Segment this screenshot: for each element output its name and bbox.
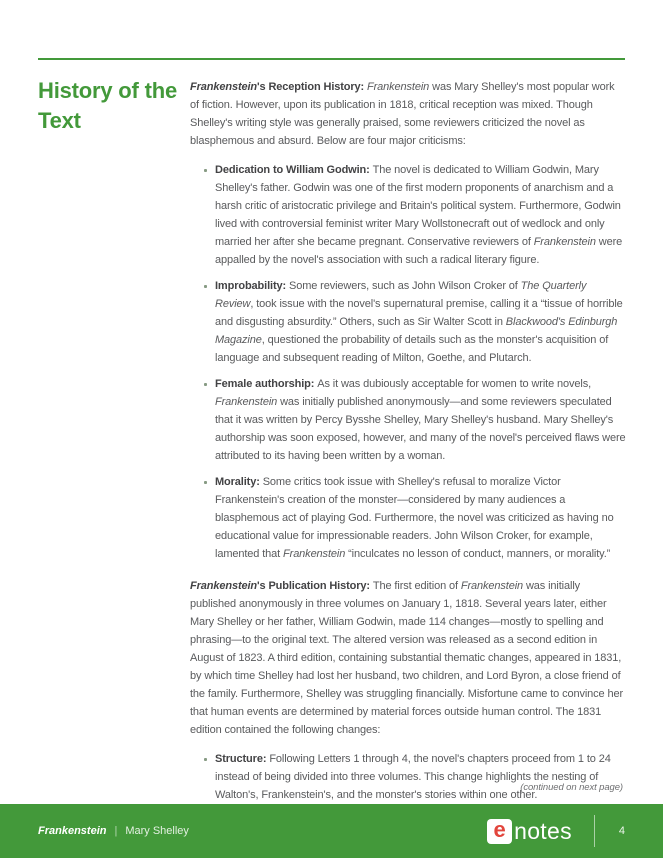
bullet-item: [204, 375, 626, 465]
page-title: History of the Text: [38, 78, 177, 133]
footer-book-title: Frankenstein: [38, 825, 107, 837]
text-run: Dedication to William Godwin:: [215, 164, 373, 176]
bullet-item: [204, 277, 626, 367]
bullet-item: [204, 473, 626, 563]
text-run: The novel is dedicated to William Godwin, Mary Shelley's father. Godwin was one of the first modern proponents of anarchism and a harsh critic of aristocratic privilege and Britain's political system. Furthermore, Godwin lived with controversial feminist writer Mary Wollstonecraft out of wedlock and only married her after she became pregnant. Conservative reviewers of: [215, 164, 621, 248]
text-run: Frankenstein: [533, 236, 596, 248]
top-rule-divider: [38, 58, 625, 60]
text-run: were appalled by the novel's association with such a radical literary figure.: [215, 236, 623, 266]
footer-page-number-divider: [594, 815, 595, 847]
page-number: 4: [618, 825, 625, 837]
bullet-dot-icon: [204, 481, 207, 484]
footer-author: Mary Shelley: [125, 825, 189, 837]
footer-title-author-divider: |: [114, 825, 118, 837]
text-run: 's Publication History:: [257, 580, 373, 592]
text-run: Some critics took issue with Shelley's refusal to moralize Victor Frankenstein's creation of the monster—considered by many audiences a blasphemous act of playing God. Furthermore, the novel was criticized as having no educational value for impressionable readers. John Wilson Croker, for example, lamented that: [215, 476, 614, 560]
paragraph: [190, 78, 626, 150]
bullet-dot-icon: [204, 285, 207, 288]
text-run: Frankenstein: [190, 580, 258, 592]
text-run: Female authorship:: [215, 378, 318, 390]
text-run: The Quarterly Review: [215, 280, 587, 310]
text-run: Frankenstein: [283, 548, 346, 560]
text-run: The first edition of: [372, 580, 461, 592]
bullet-text: [215, 750, 626, 804]
bullet-dot-icon: [204, 383, 207, 386]
text-run: was Mary Shelley's most popular work of fiction. However, upon its publication in 1818, critical reception was mixed. Though Shelley's writing style was generally praised, some reviewers criticized the novel as blasphemous and absurd. Below are four major criticisms:: [190, 81, 615, 147]
text-run: Blackwood's Edinburgh Magazine: [215, 316, 618, 346]
text-run: , took issue with the novel's supernatural premise, calling it a “tissue of horrible and disgusting absurdity.” Others, such as Sir Walter Scott in: [215, 298, 623, 328]
text-run: Some reviewers, such as John Wilson Croker of: [288, 280, 521, 292]
text-run: Improbability:: [215, 280, 289, 292]
bullet-item: [204, 750, 626, 804]
enotes-logo: [487, 818, 572, 845]
paragraph: [190, 577, 626, 739]
text-run: Structure:: [215, 753, 270, 765]
text-run: Frankenstein: [190, 81, 258, 93]
enotes-logo-text: notes: [514, 817, 572, 844]
text-run: 's Reception History:: [257, 81, 368, 93]
bullet-item: [204, 161, 626, 269]
text-run: Morality:: [215, 476, 263, 488]
text-run: As it was dubiously acceptable for women to write novels,: [317, 378, 592, 390]
bullet-text: [215, 473, 626, 563]
text-run: was initially published anonymously in three volumes on January 1, 1818. Several years later, either Mary Shelley or her father, William Godwin, made 114 changes—mostly to spelling and phrasing—to the original text. The altered version was released as a second edition in August of 1823. A third edition, containing substantial thematic changes, appeared in 1831, by which time Shelley had lost her husband, two children, and Lord Byron, a close friend of the family. Furthermore, Shelley was struggling financially. Misfortune came to convince her that human events are determined by material forces outside human control. The 1831 edition contained the following changes:: [190, 580, 624, 736]
enotes-e-icon: e: [487, 819, 512, 844]
bullet-text: [215, 375, 626, 465]
text-run: Frankenstein: [215, 396, 278, 408]
continued-note: (continued on next page): [520, 782, 623, 793]
bullet-dot-icon: [204, 169, 207, 172]
content-area: [190, 78, 626, 812]
footer-brand: [487, 815, 625, 847]
text-run: Frankenstein: [367, 81, 430, 93]
text-run: , questioned the probability of details such as the monster's acquisition of language and subsequent reading of Milton, Goethe, and Plutarch.: [215, 334, 609, 364]
text-run: “inculcates no lesson of conduct, manners, or morality.”: [345, 548, 611, 560]
bullet-dot-icon: [204, 758, 207, 761]
bullet-text: [215, 161, 626, 269]
text-run: Following Letters 1 through 4, the novel's chapters proceed from 1 to 24 instead of being divided into three volumes. This change highlights the nesting of Walton's, Frankenstein's, and the monster's stories within one other.: [215, 753, 611, 801]
bullet-text: [215, 277, 626, 367]
text-run: Frankenstein: [460, 580, 524, 592]
text-run: was initially published anonymously—and some reviewers speculated that it was written by Percy Bysshe Shelley, Mary Shelley's husband. Mary Shelley's authorship was soon exposed, however, and many of the novel's perceived flaws were attributed to its having been written by a woman.: [215, 396, 626, 462]
footer-book-info: [38, 825, 189, 837]
footer-bar: [0, 804, 663, 858]
